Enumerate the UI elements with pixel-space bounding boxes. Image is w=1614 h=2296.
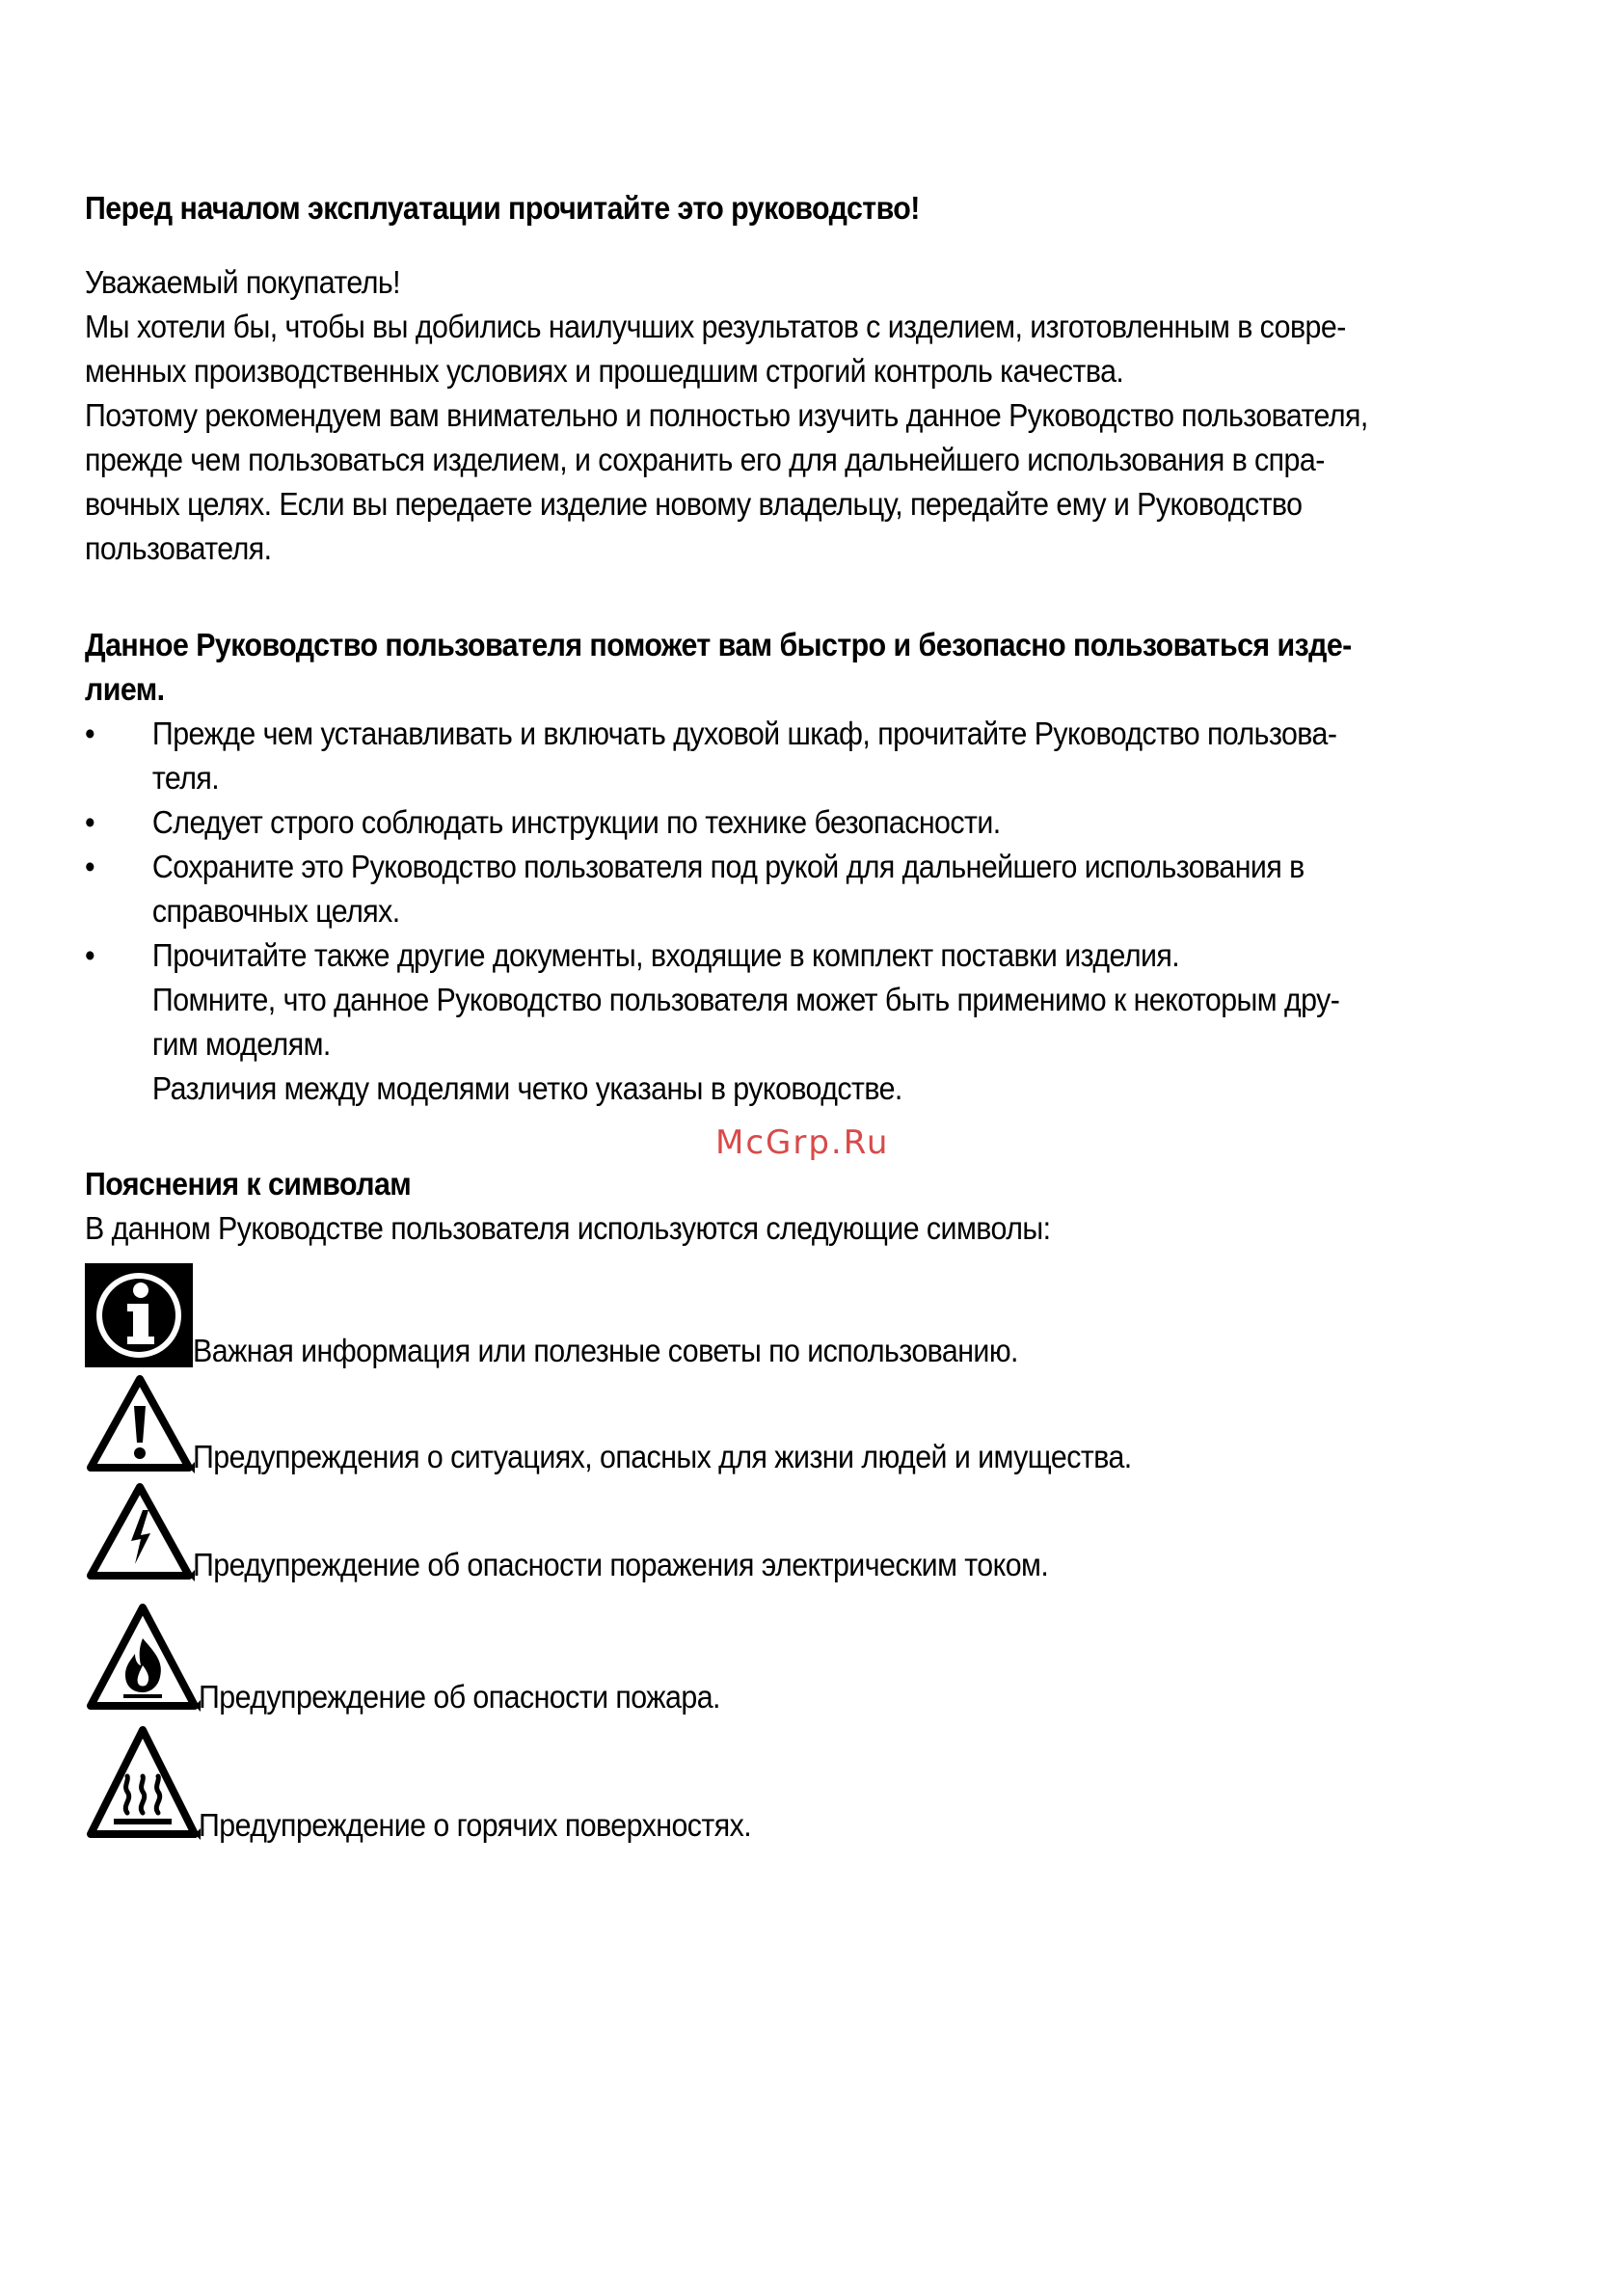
- bullet-line: гим моделям.: [151, 1026, 331, 1062]
- symbol-text: Предупреждение об опасности поражения электрическим током.: [193, 1547, 1049, 1582]
- hot-surface-icon: [85, 1724, 201, 1842]
- bullet-marker: •: [85, 849, 95, 884]
- bullet-line: теля.: [151, 760, 220, 796]
- symbol-text: Предупреждение об опасности пожара.: [199, 1679, 720, 1715]
- section2-heading-line: лием.: [85, 671, 165, 707]
- symbol-row-info: [85, 1254, 1531, 1367]
- bullet-marker: •: [85, 937, 95, 973]
- symbol-text: Предупреждения о ситуациях, опасных для жизни людей и имущества.: [193, 1439, 1132, 1474]
- section3-heading: Пояснения к символам: [85, 1166, 412, 1202]
- bullet-line: Следует строго соблюдать инструкции по технике безопасности.: [151, 804, 1001, 840]
- list-item: [85, 800, 1557, 845]
- section2-heading-line: Данное Руководство пользователя поможет вам быстро и безопасно пользоваться изде-: [85, 627, 1352, 662]
- electric-shock-icon: [85, 1481, 195, 1581]
- bullet-line: справочных целях.: [151, 893, 400, 929]
- symbol-row-warning: [85, 1367, 1531, 1473]
- fire-icon: [85, 1602, 201, 1714]
- greeting: Уважаемый покупатель!: [85, 264, 401, 300]
- intro-paragraph: [85, 305, 1557, 571]
- bullet-line: Сохраните это Руководство пользователя под рукой для дальнейшего использования в: [151, 849, 1305, 884]
- symbol-row-fire: [85, 1596, 1531, 1714]
- list-item: [85, 933, 1557, 1111]
- info-icon: [85, 1263, 193, 1367]
- page-title: Перед началом эксплуатации прочитайте это руководство!: [85, 190, 920, 226]
- intro-line: менных производственных условиях и прошедшим строгий контроль качества.: [85, 353, 1124, 389]
- symbol-row-hot-surface: [85, 1718, 1531, 1842]
- list-item: [85, 845, 1557, 933]
- section2-heading: [85, 623, 1557, 712]
- intro-line: Поэтому рекомендуем вам внимательно и полностью изучить данное Руководство пользователя,: [85, 397, 1368, 433]
- list-item: [85, 712, 1557, 800]
- bullet-line: Помните, что данное Руководство пользователя может быть применимо к некоторым дру-: [151, 982, 1340, 1017]
- bullet-line: Прежде чем устанавливать и включать духовой шкаф, прочитайте Руководство пользова-: [151, 716, 1337, 751]
- symbol-row-electric: [85, 1475, 1531, 1581]
- bullet-marker: •: [85, 716, 95, 751]
- intro-line: пользователя.: [85, 530, 272, 566]
- intro-line: прежде чем пользоваться изделием, и сохранить его для дальнейшего использования в спра-: [85, 442, 1325, 477]
- intro-line: вочных целях. Если вы передаете изделие новому владельцу, передайте ему и Руководство: [85, 486, 1303, 522]
- bullet-line: Различия между моделями четко указаны в руководстве.: [151, 1070, 902, 1106]
- section3-intro: В данном Руководстве пользователя используются следующие символы:: [85, 1210, 1051, 1246]
- symbol-text: Важная информация или полезные советы по использованию.: [193, 1333, 1018, 1368]
- bullet-marker: •: [85, 804, 95, 840]
- watermark: McGrp.Ru: [715, 1123, 890, 1162]
- symbol-text: Предупреждение о горячих поверхностях.: [199, 1807, 752, 1843]
- intro-line: Мы хотели бы, чтобы вы добились наилучших результатов с изделием, изготовленным в совре-: [85, 309, 1346, 344]
- bullet-list: [85, 712, 1557, 1111]
- warning-icon: [85, 1373, 195, 1473]
- bullet-line: Прочитайте также другие документы, входящие в комплект поставки изделия.: [151, 937, 1180, 973]
